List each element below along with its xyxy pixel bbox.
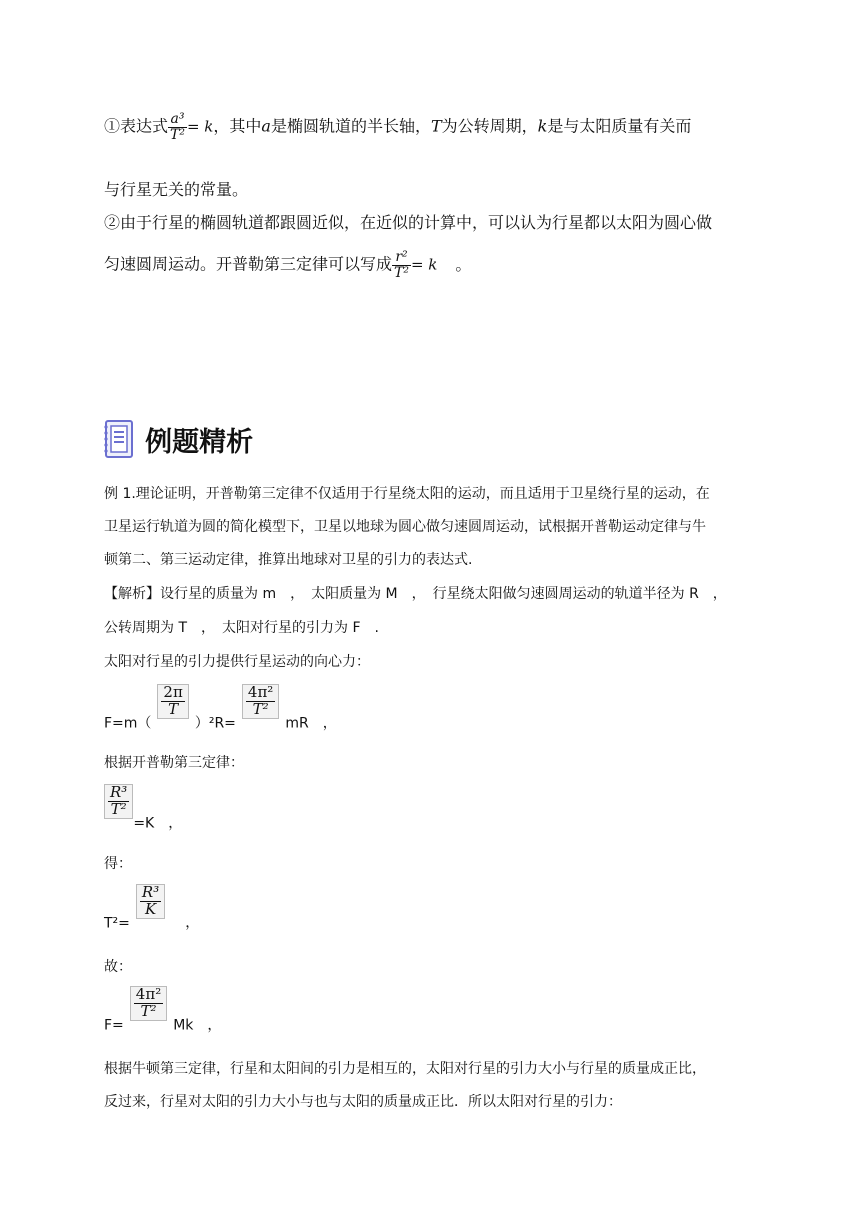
intro-line-2: 与行星无关的常量。 <box>104 180 249 199</box>
solution-line-2: 公转周期为 T ， 太阳对行星的引力为 F . <box>104 620 379 636</box>
fraction-4pi2-over-T2-b: $\frac{\text{4π²}}{\text{T²}}$ <box>130 986 167 1021</box>
example-line-1: 例 1.理论证明，开普勒第三定律不仅适用于行星绕太阳的运动，而且适用于卫星绕行星的运动，在 <box>104 486 710 502</box>
solution-line-5: 得： <box>104 856 132 872</box>
fraction-2pi-over-T: $\frac{2\pi}{T}$ <box>157 684 188 719</box>
equation-3: T²= $\frac{\text{R³}}{K}$ ， <box>104 883 200 932</box>
example-line-2: 卫星运行轨道为圆的简化模型下，卫星以地球为圆心做匀速圆周运动，试根据开普勒运动定律与牛 <box>104 519 706 535</box>
variable-T: T <box>430 116 442 136</box>
intro-line-1: ①表达式 $\frac{\text{a³}}{\text{T²}}$ = k，其中a是椭圆轨道的半长轴，T为公转周期，k是与太阳质量有关而 <box>104 111 692 143</box>
formula-rhs: = k <box>186 117 214 136</box>
solution-line-3: 太阳对行星的引力提供行星运动的向心力： <box>104 654 370 670</box>
solution-line-6: 故： <box>104 959 132 975</box>
formula-r2-over-t2: $\frac{\text{r²}}{\text{T²}}$ <box>394 249 409 281</box>
variable-a: a <box>261 116 271 136</box>
equation-1: F=m（ $\frac{2\pi}{T}$ ）²R= $\frac{\text{4π²}}{\text{T²}}$ mR ， <box>104 683 337 732</box>
fraction-R3-over-T2: $\frac{\text{R³}}{\text{T²}}$ <box>104 784 133 819</box>
example-line-3: 顿第二、第三运动定律，推算出地球对卫星的引力的表达式. <box>104 552 473 568</box>
fraction-4pi2-over-T2: $\frac{\text{4π²}}{\text{T²}}$ <box>242 684 279 719</box>
solution-line-4: 根据开普勒第三定律： <box>104 755 244 771</box>
notebook-icon <box>102 418 136 460</box>
section-title: 例题精析 <box>145 426 254 458</box>
equation-4: F= $\frac{\text{4π²}}{\text{T²}}$ Mk ， <box>104 985 222 1034</box>
equation-2: $\frac{\text{R³}}{\text{T²}}$ =K ， <box>104 784 182 832</box>
intro-line-3: ②由于行星的椭圆轨道都跟圆近似，在近似的计算中，可以认为行星都以太阳为圆心做 <box>104 213 713 232</box>
variable-k: k <box>537 116 548 136</box>
intro-text: ①表达式 <box>104 116 169 136</box>
fraction-R3-over-K: $\frac{\text{R³}}{K}$ <box>136 884 165 919</box>
intro-line-4: 匀速圆周运动。开普勒第三定律可以写成 $\frac{\text{r²}}{\text{T²}}$ = k 。 <box>104 249 472 281</box>
solution-line-8: 反过来，行星对太阳的引力大小与也与太阳的质量成正比．所以太阳对行星的引力： <box>104 1094 622 1110</box>
formula-a3-over-t2: $\frac{\text{a³}}{\text{T²}}$ <box>170 111 185 143</box>
section-heading <box>102 418 253 460</box>
solution-line-7: 根据牛顿第三定律，行星和太阳间的引力是相互的，太阳对行星的引力大小与行星的质量成正比， <box>104 1061 706 1077</box>
solution-line-1: 【解析】设行星的质量为 m ， 太阳质量为 M ， 行星绕太阳做匀速圆周运动的轨道半径为 R ， <box>104 586 727 602</box>
